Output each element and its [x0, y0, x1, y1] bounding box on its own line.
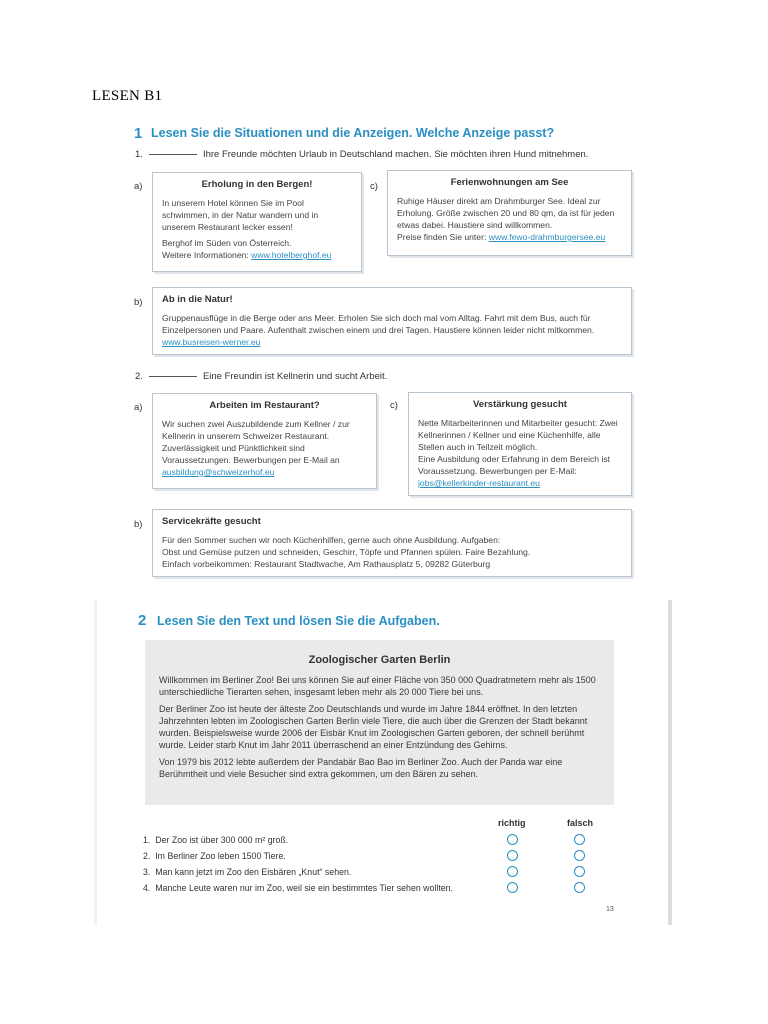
ad-q2-b [152, 509, 632, 577]
statement-number: 4. [143, 883, 151, 893]
reading-paragraph: Von 1979 bis 2012 lebte außerdem der Pandabär Bao Bao im Berliner Zoo. Auch der Panda war eine Berühmtheit und viele Besucher sind extra gekommen, um den Bären zu sehen. [159, 757, 563, 779]
option-letter-b: b) [134, 519, 143, 530]
task1-title: Lesen Sie die Situationen und die Anzeigen. Welche Anzeige passt? [151, 126, 555, 140]
radio-falsch-2[interactable] [574, 850, 585, 861]
statement-text: Manche Leute waren nur im Zoo, weil sie ein bestimmtes Tier sehen wollten. [155, 883, 454, 893]
statement-number: 2. [143, 851, 151, 861]
statement-2 [143, 851, 286, 861]
statement-text: Der Zoo ist über 300 000 m² groß. [155, 835, 289, 845]
ad-title: Ferienwohnungen am See [450, 177, 569, 188]
reading-paragraph: Willkommen im Berliner Zoo! Bei uns können Sie auf einer Fläche von 350 000 Quadratmetern mehr als 1500 unterschiedliche Tierarten sehen, insgesamt leben mehr als 20 000 Tiere bei uns. [159, 675, 596, 697]
reading-paragraph: Der Berliner Zoo ist heute der älteste Zoo Deutschlands und wurde im Jahre 1844 eröffnet. In den letzten Jahrzehnten lebten im Zoologischen Garten Berlin viele Tiere, die auch über die Grenzen der Stadt bekannt wurden. Beispielsweise wurde 2006 der Eisbär Knut im Zoologischen Garten geboren, der schnell berühmt wurde. Leider starb Knut im Jahr 2011 überraschend an einer Entzündung des Gehirns. [159, 704, 588, 750]
column-falsch: falsch [567, 818, 594, 828]
ad-title: Erholung in den Bergen! [201, 179, 313, 190]
scan-edge [668, 600, 672, 925]
task2-title: Lesen Sie den Text und lösen Sie die Aufgaben. [157, 614, 440, 628]
option-letter-a: a) [134, 402, 143, 413]
ad-q2-c [408, 392, 632, 496]
ad-text: Weitere Informationen: [162, 250, 249, 260]
question-2-text: Eine Freundin ist Kellnerin und sucht Arbeit. [202, 371, 388, 382]
ad-title: Arbeiten im Restaurant? [209, 400, 320, 411]
reading-body [159, 674, 604, 785]
ad-text: In unserem Hotel können Sie im Pool schwimmen, in der Natur wandern und in unserem Restaurant lecker essen! [162, 198, 319, 232]
radio-falsch-4[interactable] [574, 882, 585, 893]
ad-link[interactable]: www.fewo-drahmburgersee.eu [488, 232, 606, 242]
option-letter-c: c) [390, 400, 398, 411]
radio-richtig-4[interactable] [507, 882, 518, 893]
page-header: LESEN B1 [92, 88, 163, 104]
statement-number: 3. [143, 867, 151, 877]
statement-4 [143, 883, 453, 893]
answer-blank-2[interactable] [149, 376, 197, 377]
ad-text: Ruhige Häuser direkt am Drahmburger See. Ideal zur Erholung. Größe zwischen 20 und 80 qm, da ist für jeden etwas dabei. Haustiere sind willkommen. [397, 196, 615, 230]
option-letter-b: b) [134, 297, 143, 308]
radio-richtig-3[interactable] [507, 866, 518, 877]
question-1-text: Ihre Freunde möchten Urlaub in Deutschland machen. Sie möchten ihren Hund mitnehmen. [202, 149, 589, 160]
column-richtig: richtig [498, 818, 526, 828]
question-1-number: 1. [135, 149, 143, 160]
ad-link[interactable]: ausbildung@schweizerhof.eu [162, 467, 275, 477]
ad-link[interactable]: jobs@kellerkinder-restaurant.eu [418, 478, 540, 488]
reading-title: Zoologischer Garten Berlin [308, 654, 451, 666]
ad-q1-c [387, 170, 632, 256]
page-number: 13 [606, 906, 614, 913]
ad-text: Preise finden Sie unter: [397, 232, 487, 242]
option-letter-c: c) [370, 181, 378, 192]
radio-richtig-2[interactable] [507, 850, 518, 861]
ad-text: Für den Sommer suchen wir noch Küchenhilfen, gerne auch ohne Ausbildung. Aufgaben: [162, 535, 501, 545]
statement-number: 1. [143, 835, 151, 845]
ad-title: Servicekräfte gesucht [162, 516, 261, 527]
question-2-number: 2. [135, 371, 143, 382]
ad-text: Wir suchen zwei Auszubildende zum Kellner / zur Kellnerin in unserem Schweizer Restaurant. Zuverlässigkeit und Pünktlichkeit sind Voraussetzungen. Bewerbungen per E-Mail an [162, 419, 350, 465]
ad-q1-a [152, 172, 362, 272]
ad-title: Verstärkung gesucht [473, 399, 567, 410]
task2-number: 2 [138, 612, 147, 629]
question-2 [135, 371, 387, 382]
ad-link[interactable]: www.busreisen-werner.eu [162, 337, 261, 347]
ad-text: Einfach vorbeikommen: Restaurant Stadtwache, Am Rathausplatz 5, 09282 Güterburg [162, 559, 491, 569]
task1-number: 1 [134, 125, 143, 142]
radio-falsch-1[interactable] [574, 834, 585, 845]
statement-text: Man kann jetzt im Zoo den Eisbären „Knut“ sehen. [155, 867, 352, 877]
statement-1 [143, 835, 288, 845]
radio-richtig-1[interactable] [507, 834, 518, 845]
scan-edge-left [94, 600, 97, 925]
question-1 [135, 149, 588, 160]
ad-q1-b [152, 287, 632, 355]
statement-3 [143, 867, 351, 877]
ad-link[interactable]: www.hotelberghof.eu [251, 250, 332, 260]
statement-text: Im Berliner Zoo leben 1500 Tiere. [155, 851, 286, 861]
ad-q2-a [152, 393, 377, 489]
ad-text: Berghof im Süden von Österreich. [162, 238, 292, 248]
ad-title: Ab in die Natur! [162, 294, 233, 305]
radio-falsch-3[interactable] [574, 866, 585, 877]
ad-text: Obst und Gemüse putzen und schneiden, Geschirr, Töpfe und Pfannen spülen. Faire Bezahlung. [162, 547, 531, 557]
reading-text-box [145, 640, 614, 805]
option-letter-a: a) [134, 181, 143, 192]
ad-text: Gruppenausflüge in die Berge oder ans Meer. Erholen Sie sich doch mal vom Alltag. Fahrt mit dem Bus, auch für Einzelpersonen und Paare. Aufenthalt zwischen einem und drei Tagen. Haustiere können leider nicht mitkommen. [162, 313, 595, 335]
answer-blank-1[interactable] [149, 154, 197, 155]
ad-text: Eine Ausbildung oder Erfahrung in dem Bereich ist Voraussetzung. Bewerbungen per E-Mail: [418, 454, 611, 476]
ad-text: Nette Mitarbeiterinnen und Mitarbeiter gesucht: Zwei Kellnerinnen / Kellner und eine Küchenhilfe, alle Stellen auch in Teilzeit möglich. [418, 418, 618, 452]
